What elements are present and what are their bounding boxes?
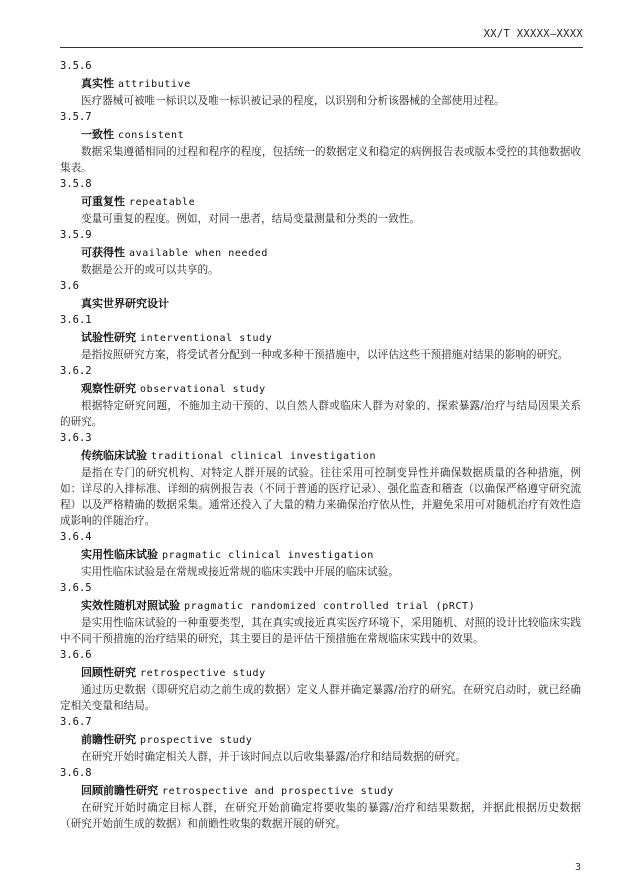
term-chinese: 观察性研究 [81,382,136,395]
term-english: traditional clinical investigation [151,451,377,462]
term-entry [60,363,581,430]
term-definition: 是指按照研究方案，将受试者分配到一种或多种干预措施中，以评估这些干预措施对结果的影响的研究。 [81,349,569,361]
clause-number: 3.5.8 [60,178,92,190]
term-english: pragmatic randomized controlled trial (pRCT) [184,601,476,612]
term-english: available when needed [129,248,269,259]
term-entry [60,227,581,278]
clause-number: 3.6.1 [60,314,92,326]
clause-number: 3.6.2 [60,365,92,377]
terms-content [60,58,581,832]
term-entry [60,647,581,714]
term-english: observational study [140,384,266,395]
term-chinese: 真实世界研究设计 [81,297,169,310]
clause-number: 3.6 [60,280,79,292]
term-definition: 是指在专门的研究机构、对特定人群开展的试验。往往采用可控制变异性并确保数据质量的各种措施，例如：详尽的入排标准、详细的病例报告表（不同于普通的医疗记录）、强化监查和稽查（以确保严格遵守研究流程）以及严格精确的数据采集。通常还投入了大量的精力来确保治疗依从性，并避免采用可对随机治疗有效性造成影响的伴随治疗。 [60,467,581,527]
term-entry [60,529,581,580]
term-heading [60,447,581,465]
clause-number: 3.5.6 [60,60,92,72]
term-entry [60,430,581,529]
term-chinese: 真实性 [81,77,114,90]
clause-number: 3.5.9 [60,229,92,241]
term-chinese: 实效性随机对照试验 [81,599,180,612]
term-entry [60,109,581,176]
term-heading [60,75,581,93]
term-english: pragmatic clinical investigation [162,550,374,561]
clause-number: 3.6.7 [60,716,92,728]
term-entry [60,765,581,832]
term-definition: 实用性临床试验是在常规或接近常规的临床实践中开展的临床试验。 [81,566,399,578]
term-entry [60,714,581,765]
clause-number: 3.5.7 [60,111,92,123]
term-heading [60,546,581,564]
term-heading [60,329,581,347]
term-definition: 在研究开始时确定目标人群，在研究开始前确定将要收集的暴露/治疗和结果数据，并据此根据历史数据（研究开始前生成的数据）和前瞻性收集的数据开展的研究。 [60,802,581,830]
term-chinese: 回顾前瞻性研究 [81,784,158,797]
document-code: XX/T XXXXX—XXXX [483,28,583,40]
term-chinese: 一致性 [81,128,114,141]
term-definition: 医疗器械可被唯一标识以及唯一标识被记录的程度，以识别和分析该器械的全部使用过程。 [81,95,505,107]
header-rule [60,47,583,48]
term-english: prospective study [140,735,253,746]
clause-number: 3.6.5 [60,582,92,594]
term-heading [60,782,581,800]
term-definition: 数据是公开的或可以共享的。 [81,264,219,276]
term-english: attributive [118,79,191,90]
term-heading [60,295,581,312]
term-entry [60,58,581,109]
term-chinese: 前瞻性研究 [81,733,136,746]
term-heading [60,193,581,211]
term-english: consistent [118,130,185,141]
term-heading [60,664,581,682]
term-english: retrospective study [140,668,266,679]
page-number: 3 [574,862,581,873]
term-english: repeatable [129,197,196,208]
clause-number: 3.6.3 [60,432,92,444]
term-definition: 数据采集遵循相同的过程和程序的程度，包括统一的数据定义和稳定的病例报告表或版本受控的其他数据收集表。 [60,146,581,174]
clause-number: 3.6.6 [60,649,92,661]
term-definition: 变量可重复的程度。例如，对同一患者，结局变量测量和分类的一致性。 [81,213,420,225]
term-entry [60,580,581,647]
term-heading [60,244,581,262]
term-chinese: 可获得性 [81,246,125,259]
term-chinese: 传统临床试验 [81,449,147,462]
term-english: interventional study [140,333,273,344]
term-chinese: 可重复性 [81,195,125,208]
term-heading [60,731,581,749]
term-definition: 是实用性临床试验的一种重要类型，其在真实或接近真实医疗环境下，采用随机、对照的设计比较临床实践中不同干预措施的治疗结果的研究，其主要目的是评估干预措施在常规临床实践中的效果。 [60,617,581,645]
term-definition: 通过历史数据（即研究启动之前生成的数据）定义人群并确定暴露/治疗的研究。在研究启动时，就已经确定相关变量和结局。 [60,684,581,712]
term-chinese: 回顾性研究 [81,666,136,679]
term-chinese: 试验性研究 [81,331,136,344]
term-chinese: 实用性临床试验 [81,548,158,561]
clause-number: 3.6.4 [60,531,92,543]
term-english: retrospective and prospective study [162,786,394,797]
term-entry [60,312,581,363]
term-heading [60,126,581,144]
term-entry [60,176,581,227]
term-entry [60,278,581,312]
term-definition: 根据特定研究问题，不施加主动干预的、以自然人群或临床人群为对象的、探索暴露/治疗与结局因果关系的研究。 [60,400,581,428]
term-heading [60,597,581,615]
term-heading [60,380,581,398]
term-definition: 在研究开始时确定相关人群，并于该时间点以后收集暴露/治疗和结局数据的研究。 [81,751,466,763]
clause-number: 3.6.8 [60,767,92,779]
